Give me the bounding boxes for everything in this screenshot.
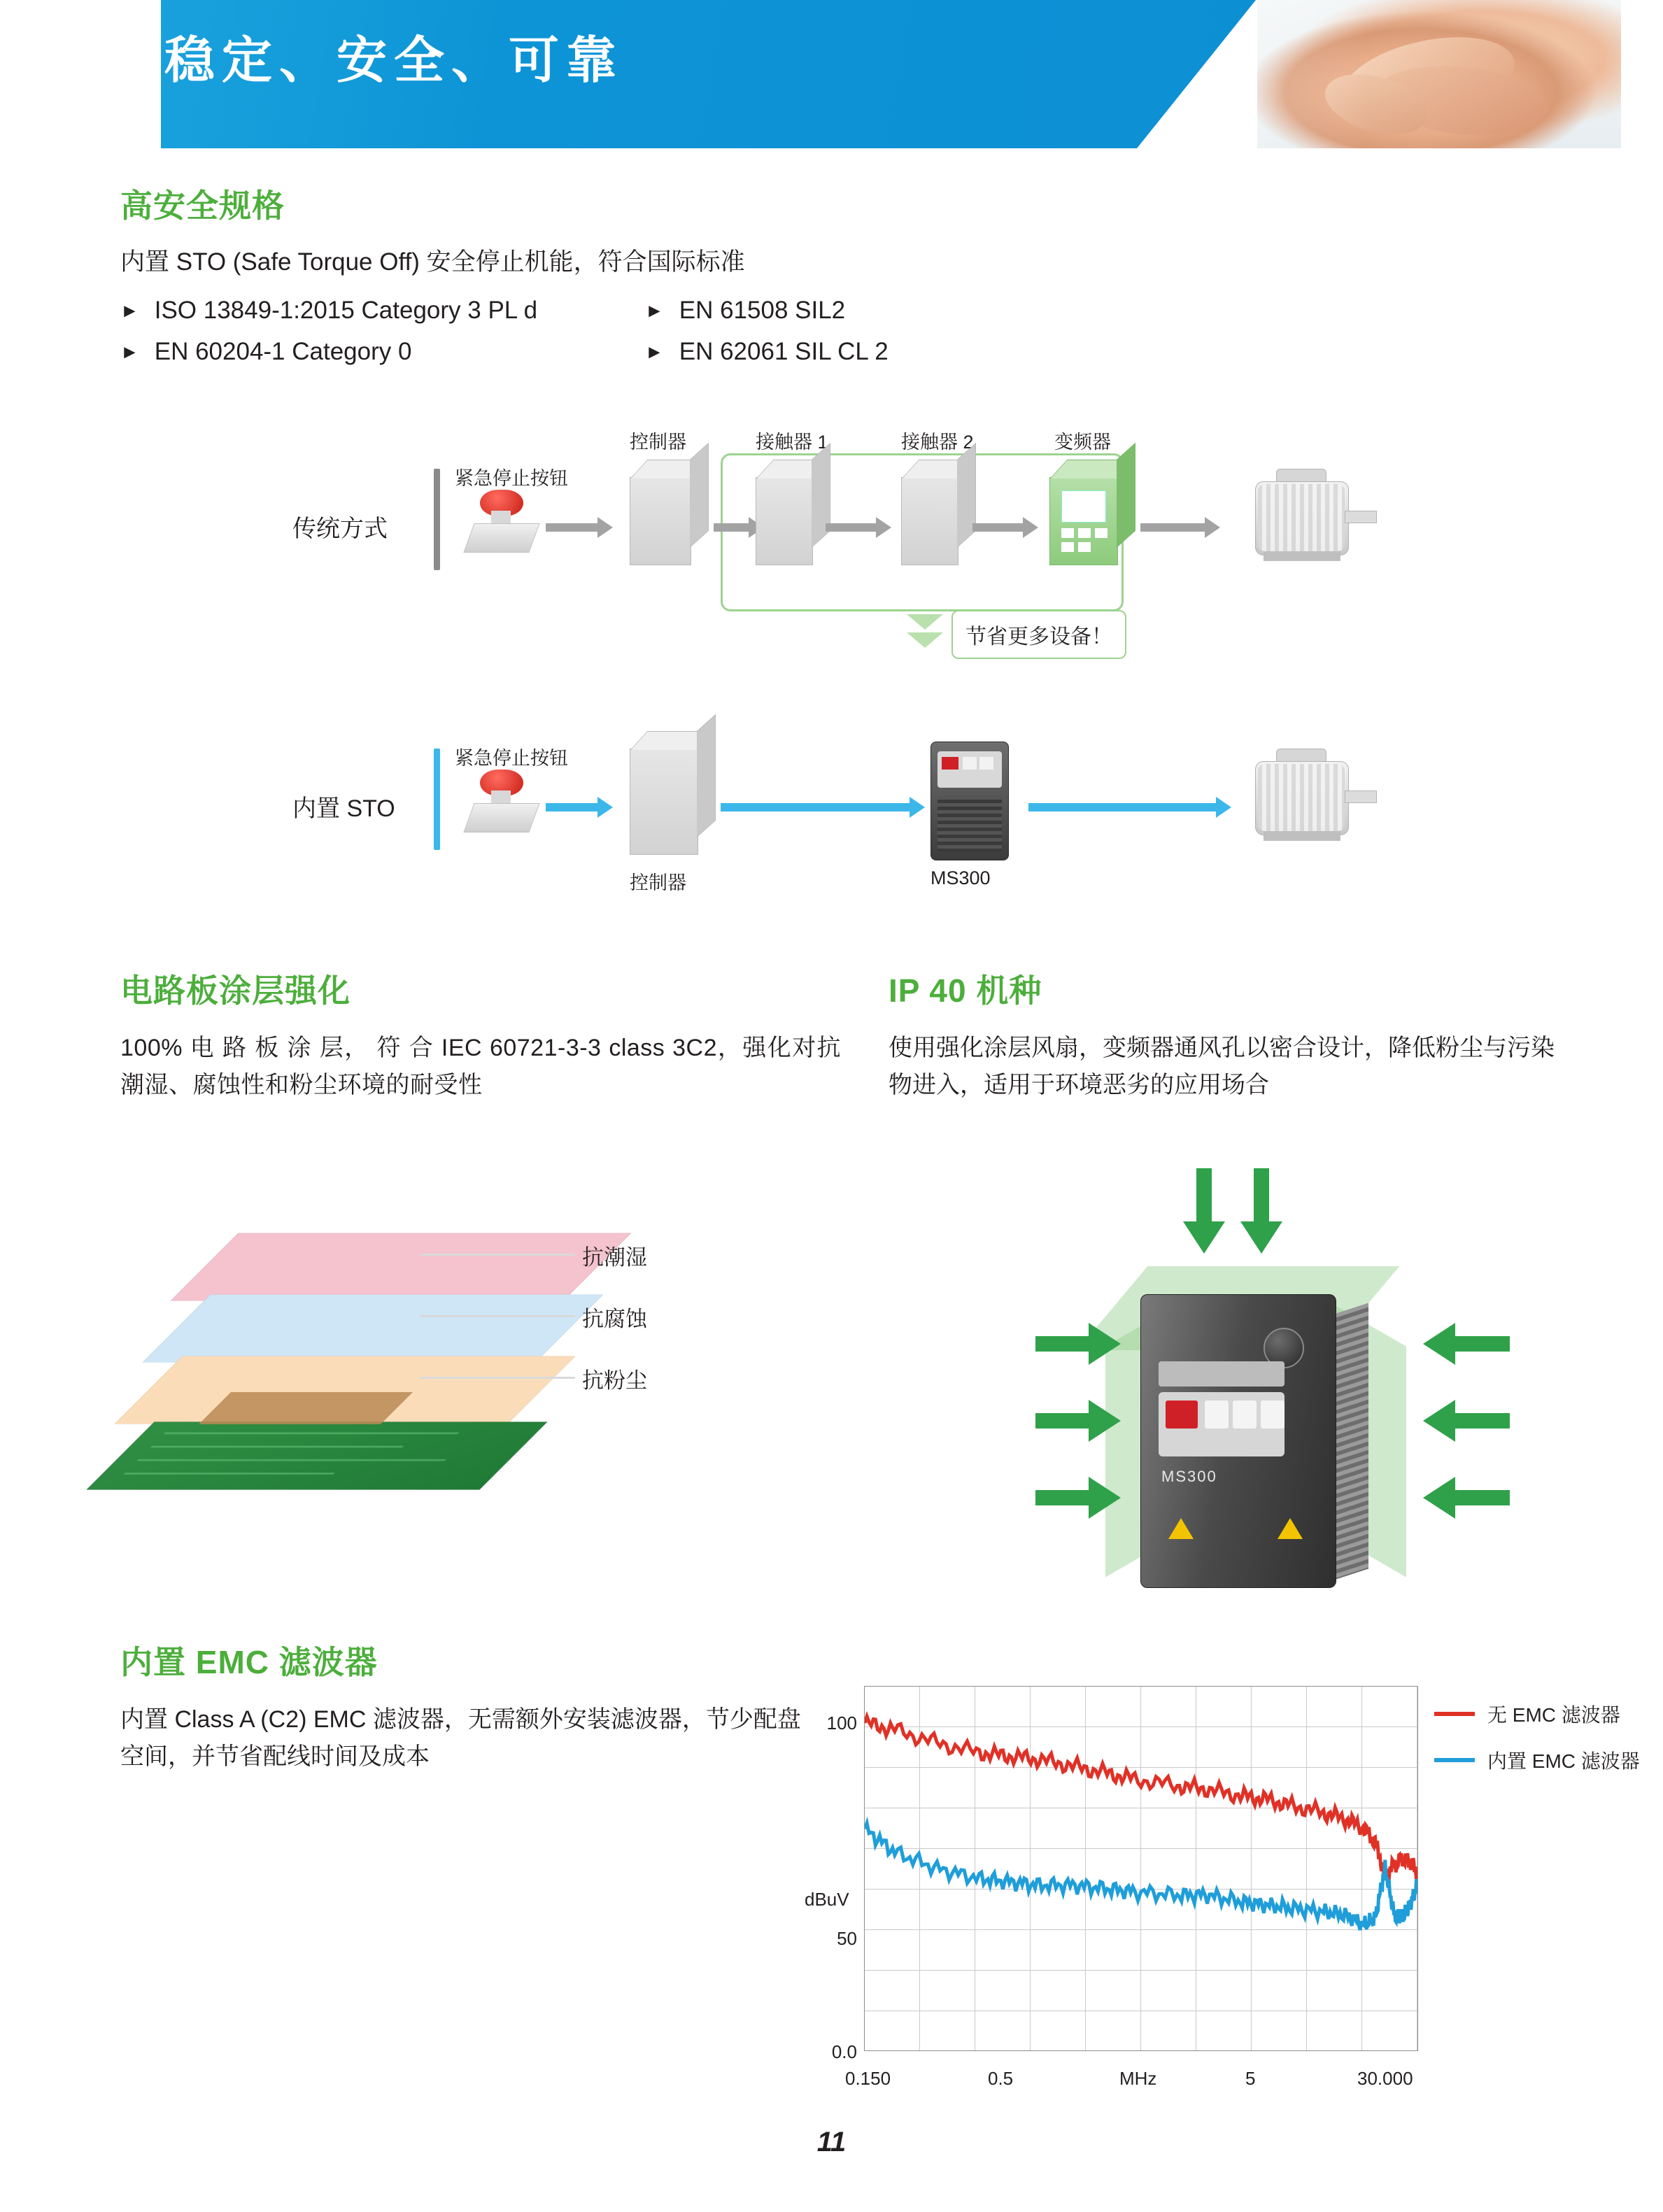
legend-item-no-filter bbox=[1434, 1700, 1640, 1728]
drive-key bbox=[1205, 1401, 1229, 1428]
hand-shape bbox=[1318, 64, 1434, 145]
drive-key bbox=[1261, 1401, 1285, 1428]
section-ip40 bbox=[889, 965, 1574, 1103]
row-label-traditional: 传统方式 bbox=[292, 516, 388, 542]
motor-fins bbox=[1258, 764, 1345, 831]
label-moisture: 抗潮湿 bbox=[582, 1245, 647, 1270]
arrow-right-icon bbox=[1089, 1400, 1121, 1442]
pcb-trace bbox=[123, 1473, 335, 1475]
bullet-arrow-icon: ► bbox=[120, 341, 139, 362]
legend-label-red: 无 EMC 滤波器 bbox=[1487, 1704, 1620, 1726]
arrow-right-icon bbox=[1089, 1477, 1121, 1519]
legend-swatch-blue bbox=[1434, 1758, 1475, 1762]
motor-foot bbox=[1264, 831, 1340, 841]
y-axis-label: dBuV bbox=[805, 1889, 849, 1910]
emergency-stop-button-bottom bbox=[469, 770, 533, 837]
vfd-key bbox=[1078, 542, 1091, 552]
x-tick-0150: 0.150 bbox=[845, 2068, 891, 2089]
standard-label: ISO 13849-1:2015 Category 3 PL d bbox=[154, 297, 538, 325]
page-header bbox=[0, 0, 1663, 148]
pcb-trace bbox=[164, 1432, 460, 1434]
arrow-stem-down bbox=[1196, 1168, 1212, 1223]
controller-box-top bbox=[630, 477, 691, 565]
x-tick-5: 5 bbox=[1245, 2068, 1256, 2089]
y-tick-100: 100 bbox=[826, 1713, 857, 1734]
arrow-stem-right bbox=[1035, 1490, 1090, 1505]
y-tick-50: 50 bbox=[837, 1928, 857, 1949]
hand-shape bbox=[1373, 58, 1551, 143]
arrow-down-icon bbox=[1183, 1221, 1225, 1254]
pcb-chip bbox=[199, 1392, 413, 1424]
leader-line-dust bbox=[414, 1377, 575, 1379]
arrow-left-icon bbox=[1423, 1323, 1455, 1365]
estop-base bbox=[463, 523, 539, 553]
ms300-vent bbox=[937, 796, 1002, 852]
contactor1-label: 接触器 1 bbox=[756, 432, 828, 453]
emc-body-text: 内置 Class A (C2) EMC 滤波器，无需额外安装滤波器，节少配盘空间，并节省配线时间及成本 bbox=[120, 1706, 801, 1770]
motor-bottom bbox=[1245, 754, 1378, 845]
ip40-heading-rest: 机种 bbox=[966, 972, 1042, 1009]
row-divider-blue bbox=[434, 749, 440, 850]
safety-heading: 高安全规格 bbox=[120, 187, 285, 224]
arrow-stem-right bbox=[1035, 1413, 1090, 1428]
arrow-stem-left bbox=[1455, 1490, 1510, 1505]
ms300-label: MS300 bbox=[930, 867, 991, 888]
drive-display bbox=[1159, 1361, 1285, 1387]
y-tick-0: 0.0 bbox=[831, 2041, 857, 2062]
controller-box-bottom bbox=[630, 749, 698, 855]
arrow-down-icon bbox=[1240, 1221, 1282, 1254]
arrow-stem-left bbox=[1455, 1413, 1510, 1428]
standard-label: EN 61508 SIL2 bbox=[679, 297, 846, 325]
vfd-display bbox=[1061, 490, 1106, 523]
header-white-wedge bbox=[0, 0, 161, 148]
pcb-coating-illustration bbox=[120, 1175, 848, 1511]
row-label-sto: 内置 STO bbox=[292, 795, 395, 822]
bullet-arrow-icon: ► bbox=[120, 300, 139, 322]
chart-series-svg bbox=[865, 1687, 1417, 2050]
hand-shape bbox=[1335, 23, 1522, 135]
coating-body-text: 100% 电 路 板 涂 层， 符 合 IEC 60721-3-3 class 3C2，强化对抗潮湿、腐蚀性和粉尘环境的耐受性 bbox=[120, 1035, 841, 1098]
standard-item bbox=[120, 297, 645, 325]
bullet-arrow-icon: ► bbox=[645, 341, 664, 362]
controller-label-bottom: 控制器 bbox=[630, 872, 686, 893]
leader-dot-moisture bbox=[409, 1249, 420, 1260]
sto-comparison-diagram bbox=[266, 420, 1455, 909]
ms300-large-drive bbox=[1140, 1294, 1336, 1588]
chart-legend bbox=[1434, 1700, 1640, 1792]
estop-label-top: 紧急停止按钮 bbox=[455, 468, 568, 489]
save-equipment-note: 节省更多设备！ bbox=[951, 610, 1126, 659]
label-corrosion: 抗腐蚀 bbox=[582, 1307, 647, 1331]
warning-triangle-icon bbox=[1168, 1518, 1194, 1539]
vfd-key bbox=[1061, 542, 1074, 552]
standard-label: EN 62061 SIL CL 2 bbox=[679, 337, 889, 365]
vfd-key bbox=[1078, 528, 1091, 538]
standard-label: EN 60204-1 Category 0 bbox=[154, 337, 412, 365]
standards-list bbox=[120, 297, 1170, 378]
drive-key bbox=[1233, 1401, 1257, 1428]
layer-moisture bbox=[171, 1233, 632, 1301]
coating-heading: 电路板涂层强化 bbox=[120, 972, 351, 1009]
section-safety bbox=[120, 180, 1555, 378]
vfd-label: 变频器 bbox=[1054, 432, 1111, 453]
leader-line-moisture bbox=[414, 1254, 575, 1256]
emc-noise-chart bbox=[805, 1679, 1640, 2134]
label-dust: 抗粉尘 bbox=[582, 1368, 647, 1393]
estop-label-bottom: 紧急停止按钮 bbox=[455, 748, 568, 769]
motor-foot bbox=[1264, 551, 1340, 561]
emc-heading: 内置 EMC 滤波器 bbox=[120, 1644, 378, 1680]
pcb-board bbox=[87, 1422, 548, 1490]
controller-label-top: 控制器 bbox=[630, 432, 686, 453]
warning-triangle-icon bbox=[1278, 1518, 1303, 1539]
leader-line-corrosion bbox=[414, 1315, 575, 1317]
x-axis-label: MHz bbox=[1119, 2068, 1157, 2089]
legend-swatch-red bbox=[1434, 1712, 1475, 1716]
ms300-key bbox=[963, 757, 977, 770]
contactor2-label: 接触器 2 bbox=[901, 432, 974, 453]
motor-fins bbox=[1258, 484, 1345, 551]
section-emc bbox=[120, 1637, 820, 1775]
leader-dot-corrosion bbox=[409, 1310, 420, 1321]
standard-item bbox=[120, 338, 645, 367]
drive-side-vent bbox=[1336, 1303, 1368, 1580]
contactor1-box bbox=[756, 477, 813, 565]
ip40-body-text: 使用强化涂层风扇，变频器通风孔以密合设计，降低粉尘与污染物进入，适用于环境恶劣的应用场合 bbox=[889, 1035, 1555, 1098]
hands-photo bbox=[1257, 0, 1621, 148]
arrow-stem-down bbox=[1254, 1168, 1269, 1223]
standard-item bbox=[645, 338, 1170, 367]
pcb-trace bbox=[150, 1446, 404, 1448]
leader-dot-dust bbox=[409, 1372, 420, 1383]
pcb-trace bbox=[136, 1459, 446, 1461]
vfd-key bbox=[1095, 528, 1108, 538]
arrow-left-icon bbox=[1423, 1400, 1455, 1442]
chart-plot-area bbox=[864, 1686, 1418, 2051]
ms300-key bbox=[979, 757, 993, 770]
x-tick-30000: 30.000 bbox=[1357, 2068, 1413, 2089]
arrow-right-icon bbox=[1089, 1323, 1121, 1365]
vfd-key bbox=[1061, 528, 1074, 538]
arrow-left-icon bbox=[1423, 1477, 1455, 1519]
estop-base bbox=[463, 803, 539, 832]
contactor2-box bbox=[901, 477, 958, 565]
motor-shaft bbox=[1345, 790, 1377, 803]
ms300-red-key bbox=[942, 757, 958, 770]
emergency-stop-button-top bbox=[469, 490, 533, 557]
bullet-arrow-icon: ► bbox=[645, 300, 664, 322]
drive-stop-key bbox=[1166, 1401, 1198, 1428]
standard-item bbox=[645, 297, 1170, 325]
page-title: 稳定、安全、可靠 bbox=[164, 33, 624, 89]
motor-shaft bbox=[1345, 511, 1377, 523]
ip40-heading bbox=[889, 965, 1574, 1012]
ms300-drive bbox=[930, 742, 1009, 860]
legend-label-blue: 内置 EMC 滤波器 bbox=[1487, 1750, 1640, 1772]
arrow-stem-right bbox=[1035, 1336, 1090, 1352]
ip40-illustration bbox=[1021, 1161, 1595, 1651]
row-divider-gray bbox=[434, 469, 440, 570]
safety-lead-text: 内置 STO (Safe Torque Off) 安全停止机能，符合国际标准 bbox=[120, 248, 745, 276]
x-tick-05: 0.5 bbox=[988, 2068, 1014, 2089]
arrow-stem-left bbox=[1455, 1336, 1510, 1352]
page-number: 11 bbox=[816, 2127, 847, 2157]
motor-top bbox=[1245, 474, 1378, 565]
layer-corrosion bbox=[143, 1295, 604, 1363]
drive-model-label: MS300 bbox=[1161, 1468, 1217, 1485]
chevron-down-icon bbox=[907, 632, 943, 648]
section-coating bbox=[120, 965, 841, 1103]
chevron-down-icon bbox=[907, 614, 943, 630]
vfd-box bbox=[1049, 477, 1118, 565]
ip40-heading-bold: IP 40 bbox=[889, 972, 967, 1009]
legend-item-builtin-filter bbox=[1434, 1746, 1640, 1774]
drive-keypad bbox=[1159, 1392, 1285, 1456]
